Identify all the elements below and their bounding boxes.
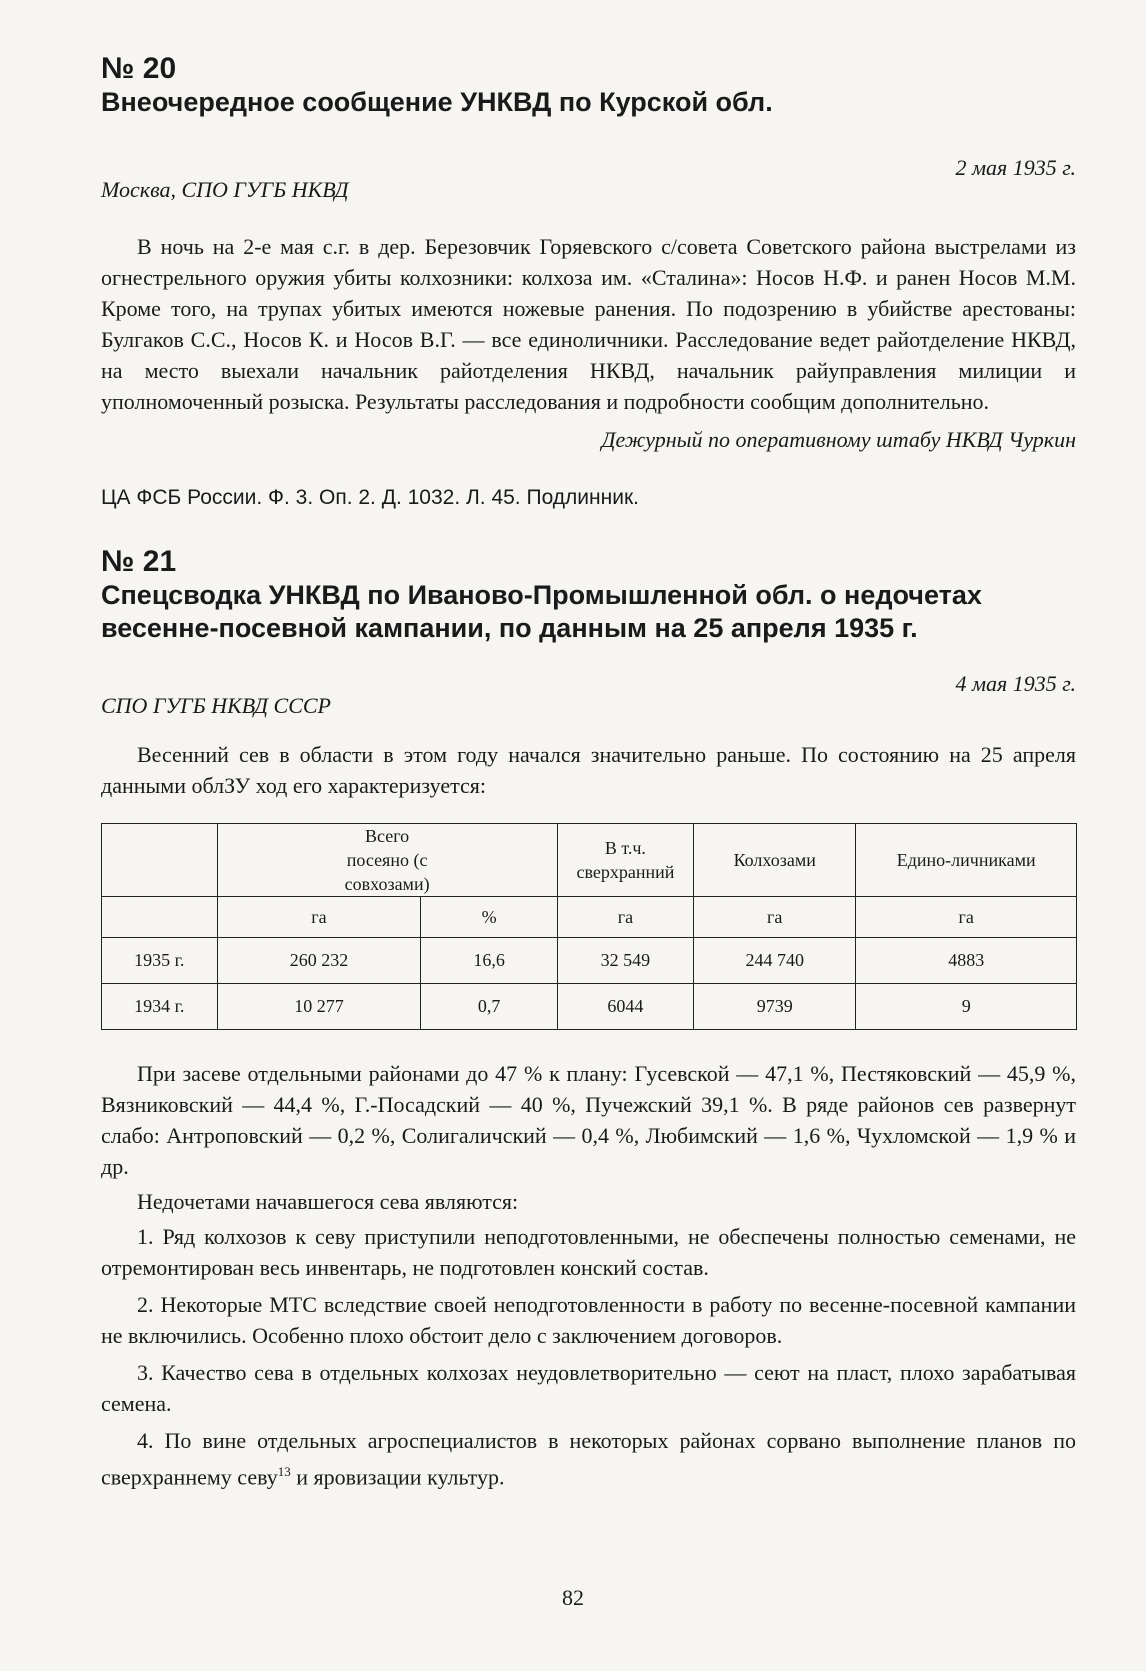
doc-21-paragraph: 3. Качество сева в отдельных колхозах неудовлетворительно — сеют на пласт, плохо зарабатывая семена. xyxy=(101,1360,1076,1416)
table-unit-cell: га xyxy=(856,897,1077,938)
doc-21-number: № 21 xyxy=(101,545,177,578)
page-content xyxy=(101,52,1076,1492)
doc-20-title: Внеочередное сообщение УНКВД по Курской обл. xyxy=(101,87,773,117)
doc-21-source: СПО ГУГБ НКВД СССР xyxy=(101,693,331,718)
table-cell: 1935 г. xyxy=(102,938,218,984)
doc-20-body: В ночь на 2-е мая с.г. в дер. Березовчик Горяевского с/совета Советского района выстрелами из огнестрельного оружия убиты колхозники: колхоза им. «Сталина»: Носов Н.Ф. и ранен Носов М.М. Кроме того, на трупах убитых имеются ножевые ранения. По подозрению в убийстве арестованы: Булгаков С.С., Носов К. и Носов В.Г. — все единоличники. Расследование ведет райотделение НКВД, на место выехали начальник райотделения НКВД, начальник райуправления милиции и уполномоченный розыска. Результаты расследования и подробности сообщим дополнительно. xyxy=(101,234,1076,414)
doc-20-signature: Дежурный по оперативному штабу НКВД Чуркин xyxy=(601,427,1076,452)
doc-21-paragraph: Недочетами начавшегося сева являются: xyxy=(137,1189,519,1214)
table-unit-cell xyxy=(102,897,218,938)
table-cell: 10 277 xyxy=(217,984,421,1030)
table-header-row xyxy=(102,824,1077,897)
table-cell: 0,7 xyxy=(421,984,557,1030)
table-unit-cell: % xyxy=(421,897,557,938)
table-unit-cell: га xyxy=(557,897,693,938)
doc-20-source: Москва, СПО ГУГБ НКВД xyxy=(101,177,349,202)
doc-21 xyxy=(101,545,1076,1492)
table-row xyxy=(102,938,1077,984)
doc-20-archive-ref: ЦА ФСБ России. Ф. 3. Оп. 2. Д. 1032. Л. 45. Подлинник. xyxy=(101,486,639,509)
table-header-cell: В т.ч. сверхранний xyxy=(557,824,693,897)
page-number: 82 xyxy=(562,1585,584,1610)
doc-20 xyxy=(101,52,1076,511)
table-cell: 244 740 xyxy=(694,938,856,984)
table-cell: 4883 xyxy=(856,938,1077,984)
last-paragraph-text-after: и яровизации культур. xyxy=(290,1464,505,1490)
doc-21-last-paragraph xyxy=(101,1425,1076,1492)
table-header-cell xyxy=(102,824,218,897)
footnote-ref: 13 xyxy=(277,1464,291,1479)
table-cell: 32 549 xyxy=(557,938,693,984)
table-row xyxy=(102,984,1077,1030)
doc-21-paragraph: 2. Некоторые МТС вследствие своей неподготовленности в работу по весенне-посевной кампании не включились. Особенно плохо обстоит дело с заключением договоров. xyxy=(101,1292,1076,1348)
doc-21-title: Спецсводка УНКВД по Иваново-Промышленной обл. о недочетах весенне-посевной кампании, по данным на 25 апреля 1935 г. xyxy=(101,580,982,643)
table-cell: 260 232 xyxy=(217,938,421,984)
doc-21-date: 4 мая 1935 г. xyxy=(955,671,1076,696)
doc-21-paragraph: При засеве отдельными районами до 47 % к плану: Гусевской — 47,1 %, Пестяковский — 45,9 %, Вязниковский — 44,4 %, Г.-Посадский — 40 %, Пучежский 39,1 %. В ряде районов сев развернут слабо: Антроповский — 0,2 %, Солигаличский — 0,4 %, Любимский — 1,6 %, Чухломской — 1,9 % и др. xyxy=(101,1061,1076,1179)
table-header-cell: Колхозами xyxy=(694,824,856,897)
sowing-table xyxy=(101,823,1077,1030)
doc-21-intro: Весенний сев в области в этом году начался значительно раньше. По состоянию на 25 апреля данными облЗУ ход его характеризуется: xyxy=(101,742,1076,798)
table-header-cell: Всего посеяно (с совхозами) xyxy=(217,824,557,897)
last-paragraph-text-before: 4. По вине отдельных агроспециалистов в некоторых районах сорвано выполнение планов по сверхраннему севу xyxy=(101,1428,1076,1490)
table-cell: 16,6 xyxy=(421,938,557,984)
table-unit-cell: га xyxy=(217,897,421,938)
table-cell: 1934 г. xyxy=(102,984,218,1030)
table-header-cell: Едино-личниками xyxy=(856,824,1077,897)
doc-20-date: 2 мая 1935 г. xyxy=(955,155,1076,180)
table-cell: 6044 xyxy=(557,984,693,1030)
table-unit-cell: га xyxy=(694,897,856,938)
table-cell: 9739 xyxy=(694,984,856,1030)
table-cell: 9 xyxy=(856,984,1077,1030)
table-units-row xyxy=(102,897,1077,938)
doc-21-paragraph: 1. Ряд колхозов к севу приступили неподготовленными, не обеспечены полностью семенами, не отремонтирован весь инвентарь, не подготовлен конский состав. xyxy=(101,1224,1076,1280)
doc-20-number: № 20 xyxy=(101,52,177,85)
